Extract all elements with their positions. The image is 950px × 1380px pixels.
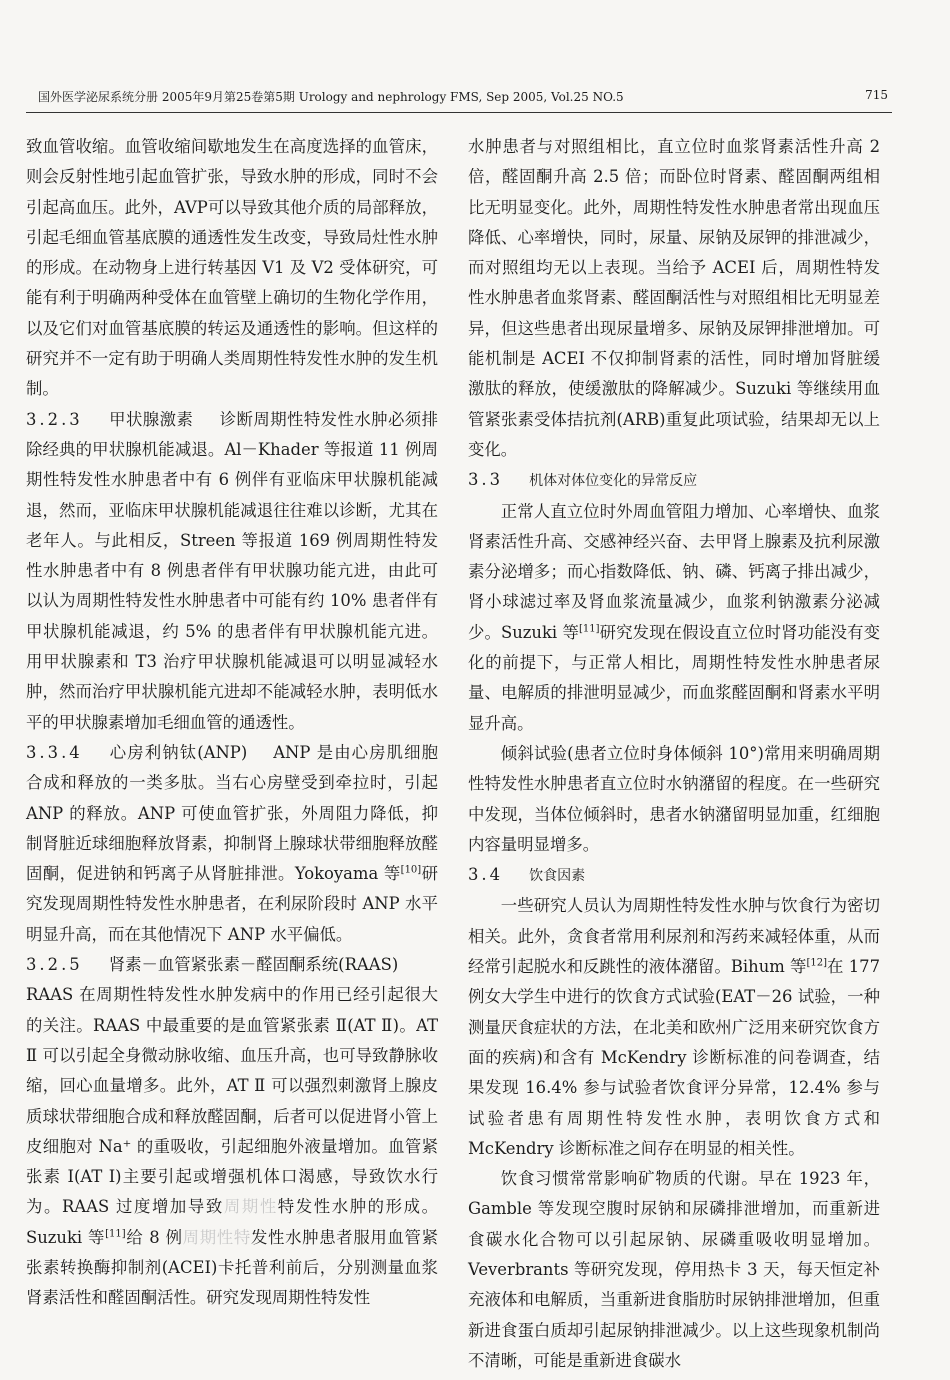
section-3-2-3 <box>26 405 438 738</box>
section-number: 3.2.3 <box>26 409 83 429</box>
section-number: 3.3 <box>468 470 504 490</box>
paragraph-text: 在 177 例女大学生中进行的饮食方式试验(EAT－26 试验，一种测量厌食症状的方法，在北美和欧州广泛用来研究饮食方面的疾病)和含有 McKendry 诊断标准的问卷调查，结果发现 16.4% 参与试验者饮食评分异常，12.4% 参与试验者患有周期性特发性水肿，表明饮食方式和 McKendry 诊断标准之间存在明显的相关性。 <box>468 957 880 1158</box>
page-number: 715 <box>865 88 888 102</box>
section-text: RAAS 在周期性特发性水肿发病中的作用已经引起很大的关注。RAAS 中最重要的是血管紧张素 Ⅱ(AT Ⅱ)。AT Ⅱ 可以引起全身微动脉收缩、血压升高，也可导致静脉收缩，回心血量增多。此外，AT Ⅱ 可以强烈刺激肾上腺皮质球状带细胞合成和释放醛固酮，后者可以促进肾小管上皮细胞对 Na⁺ 的重吸收，引起细胞外液量增加。血管紧张素 I(AT I)主要引起或增强机体口渴感，导致饮水行为。RAAS 过度增加导致 <box>26 985 438 1217</box>
paragraph-minerals: 饮食习惯常常影响矿物质的代谢。早在 1923 年，Gamble 等发现空腹时尿钠和尿磷排泄增加，而重新进食碳水化合物可以引起尿钠、尿磷重吸收明显增加。Veverbrants 等研究发现，停用热卡 3 天，每天恒定补充液体和电解质，当重新进食脂肪时尿钠排泄增加，但重新进食蛋白质却引起尿钠排泄减少。以上这些现象机制尚不清晰，可能是重新进食碳水 <box>468 1169 880 1370</box>
citation-ref: [10] <box>400 864 422 876</box>
section-title: 肾素－血管紧张素－醛固酮系统(RAAS) <box>108 955 399 975</box>
section-3-2-5 <box>26 950 438 1314</box>
section-text: 给 8 例 <box>125 1227 183 1247</box>
paragraph-raas-continued: 水肿患者与对照组相比，直立位时血浆肾素活性升高 2 倍，醛固酮升高 2.5 倍；而卧位时肾素、醛固酮两组相比无明显变化。此外，周期性特发性水肿患者常出现血压降低、心率增快，同时，尿量、尿钠及尿钾的排泄减少，而对照组均无以上表现。当给予 ACEI 后，周期性特发性水肿患者血浆肾素、醛固酮活性与对照组相比无明显差异，但这些患者出现尿量增多、尿钠及尿钾排泄增加。可能机制是 ACEI 不仅抑制肾素的活性，同时增加肾脏缓激肽的释放，使缓激肽的降解减少。Suzuki 等继续用血管紧张素受体拮抗剂(ARB)重复此项试验，结果却无以上变化。 <box>468 137 880 459</box>
section-title: 甲状腺激素 <box>108 409 194 429</box>
left-column <box>26 132 438 1314</box>
section-number: 3.2.5 <box>26 955 83 975</box>
header-rule <box>26 112 892 113</box>
citation-ref: [11] <box>105 1228 126 1240</box>
paragraph-posture <box>468 497 880 739</box>
right-column <box>468 132 880 1376</box>
paragraph-text: 研究发现在假设直立位时肾功能没有变化的前提下，与正常人相比，周期性特发性水肿患者尿量、电解质的排泄明显减少，而血浆醛固酮和肾素水平明显升高。 <box>468 622 880 733</box>
section-title: 饮食因素 <box>529 868 586 885</box>
section-3-3-heading <box>468 465 880 496</box>
section-text: 发性水肿患者服用血管紧张素转换酶抑制剂(ACEI)卡托普利前后，分别测量血浆肾素活性和醛固酮活性。研究发现周期性特发性 <box>26 1227 438 1308</box>
section-text: 研究发现周期性特发性水肿患者，在利尿阶段时 ANP 水平明显升高，而在其他情况下 ANP 水平偏低。 <box>26 864 439 944</box>
section-text: 诊断周期性特发性水肿必须排除经典的甲状腺机能减退。Al－Khader 等报道 11 例周期性特发性水肿患者中有 6 例伴有亚临床甲状腺机能减退，然而，亚临床甲状腺机能减退往往难以诊断，尤其在老年人。与此相反，Streen 等报道 169 例周期性特发性水肿患者中有 8 例患者伴有甲状腺功能亢进，由此可以认为周期性特发性水肿患者中可能有约 10% 患者伴有甲状腺机能减退，约 5% 的患者伴有甲状腺机能亢进。用甲状腺素和 T3 治疗甲状腺机能减退可以明显减轻水肿，然而治疗甲状腺机能亢进却不能减轻水肿，表明低水平的甲状腺素增加毛细血管的通透性。 <box>26 409 439 732</box>
section-title: 心房利钠钛(ANP) <box>108 742 248 762</box>
paragraph-tilt-test: 倾斜试验(患者立位时身体倾斜 10°)常用来明确周期性特发性水肿患者直立位时水钠潴留的程度。在一些研究中发现，当体位倾斜时，患者水钠潴留明显加重，红细胞内容量明显增多。 <box>468 743 880 854</box>
section-text: ANP 是由心房肌细胞合成和释放的一类多肽。当右心房壁受到牵拉时，引起 ANP 的释放。ANP 可使血管扩张，外周阻力降低，抑制肾脏近球细胞释放肾素，抑制肾上腺球状带细胞释放醛固酮，促进钠和钙离子从肾脏排泄。Yokoyama 等 <box>26 742 439 884</box>
paragraph-text: 一些研究人员认为周期性特发性水肿与饮食行为密切相关。此外，贪食者常用利尿剂和泻药来减轻体重，从而经常引起脱水和反跳性的液体潴留。Bihum 等 <box>468 896 880 977</box>
journal-citation: 国外医学泌尿系统分册 2005年9月第25卷第5期 Urology and nephrology FMS, Sep 2005, Vol.25 NO.5 <box>38 90 624 104</box>
watermark-text: 周期性 <box>223 1197 278 1217</box>
citation-ref: [12] <box>806 957 827 969</box>
paragraph-diet <box>468 891 880 1164</box>
paragraph-text: 正常人直立位时外周血管阻力增加、心率增快、血浆肾素活性升高、交感神经兴奋、去甲肾上腺素及抗利尿激素分泌增多；而心指数降低、钠、磷、钙离子排出减少，肾小球滤过率及肾血浆流量减少，血浆利钠激素分泌减少。Suzuki 等 <box>468 501 880 642</box>
section-title: 机体对体位变化的异常反应 <box>529 473 698 490</box>
citation-ref: [11] <box>578 623 600 635</box>
section-3-4-heading <box>468 860 880 891</box>
paragraph-avp: 致血管收缩。血管收缩间歇地发生在高度选择的血管床，则会反射性地引起血管扩张，导致水肿的形成，同时不会引起高血压。此外，AVP可以导致其他介质的局部释放，引起毛细血管基底膜的通透性发生改变，导致局灶性水肿的形成。在动物身上进行转基因 V1 及 V2 受体研究，可能有利于明确两种受体在血管壁上确切的生物化学作用，以及它们对血管基底膜的转运及通透性的影响。但这样的研究并不一定有助于明确人类周期性特发性水肿的发生机制。 <box>26 137 438 399</box>
watermark-text: 周期性特 <box>182 1227 251 1247</box>
section-3-3-4 <box>26 738 438 950</box>
section-number: 3.4 <box>468 865 504 885</box>
section-number: 3.3.4 <box>26 742 83 762</box>
section-text: 特发性水肿的形成。Suzuki 等 <box>26 1197 439 1247</box>
